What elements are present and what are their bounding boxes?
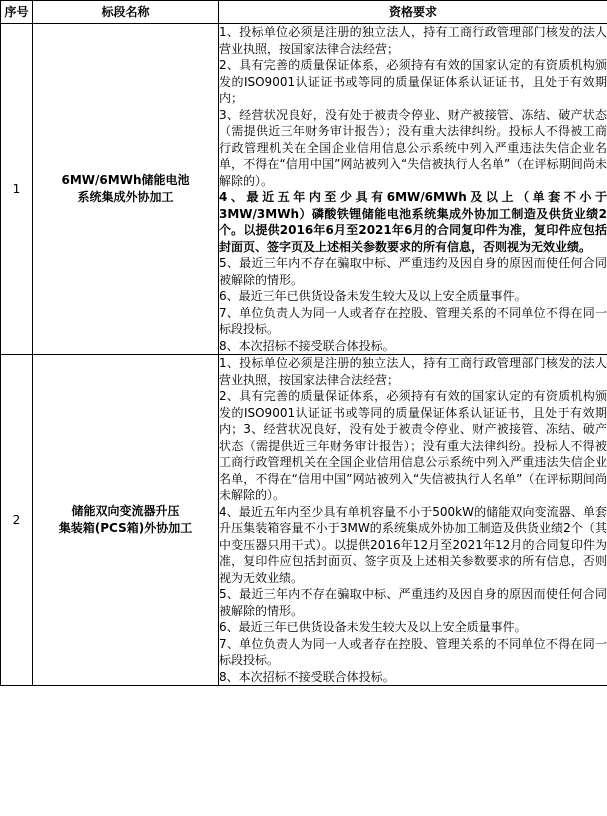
requirements-list — [219, 355, 607, 685]
column-header-requirements: 资格要求 — [219, 1, 607, 24]
requirement-item: 6、最近三年已供货设备未发生较大及以上安全质量事件。 — [219, 620, 527, 634]
requirement-item: 4、最近五年内至少具有6MW/6MWh及以上（单套不小于3MW/3MWh）磷酸铁锂储能电池系统集成外协加工制造及供货业绩2个。以提供2016年6月至2021年6月的合同复印件为准，复印件应包括封面页、签字页及上述相关参数要求的所有信息，否则视为无效业绩。 — [219, 190, 607, 254]
requirement-item: 1、投标单位必须是注册的独立法人，持有工商行政管理部门核发的法人营业执照，按国家法律合法经营； — [219, 356, 607, 387]
requirement-item: 7、单位负责人为同一人或者存在控股、管理关系的不同单位不得在同一标段投标。 — [219, 636, 607, 667]
requirement-item: 5、最近三年内不存在骗取中标、严重违约及因自身的原因而使任何合同被解除的情形。 — [219, 256, 607, 287]
header-row — [1, 1, 607, 24]
requirement-item: 7、单位负责人为同一人或者存在控股、管理关系的不同单位不得在同一标段投标。 — [219, 305, 607, 336]
table-body — [1, 24, 607, 686]
requirement-item: 1、投标单位必须是注册的独立法人，持有工商行政管理部门核发的法人营业执照，按国家法律合法经营； — [219, 25, 607, 56]
lot-name-line: 储能双向变流器升压 — [71, 504, 180, 518]
requirement-item: 4、最近五年内至少具有单机容量不小于500kW的储能双向变流器、单套升压集装箱容量不小于3MW的系统集成外协加工制造及供货业绩2个（其中变压器只用干式）。以提供2016年12月至2021年12月的合同复印件为准，复印件应包括封面页、签字页及上述相关参数要求的所有信息，否则视为无效业绩。 — [219, 504, 607, 585]
requirements-cell — [219, 24, 607, 355]
lot-name-line: 6MW/6MWh储能电池 — [61, 173, 190, 187]
requirements-cell — [219, 355, 607, 686]
table-row — [1, 355, 607, 686]
table-row — [1, 24, 607, 355]
lot-name-line: 集装箱(PCS箱)外协加工 — [58, 521, 193, 535]
lot-name — [33, 355, 219, 686]
requirement-item: 3、经营状况良好，没有处于被责令停业、财产被接管、冻结、破产状态（需提供近三年财务审计报告）；没有重大法律纠纷。投标人不得被工商行政管理机关在全国企业信用信息公示系统中列入严重违法失信企业名单，不得在“信用中国”网站被列入“失信被执行人名单”（在评标期间尚未解除的）。 — [219, 107, 607, 188]
column-header-no: 序号 — [1, 1, 33, 24]
column-header-name: 标段名称 — [33, 1, 219, 24]
requirement-item: 8、本次招标不接受联合体投标。 — [219, 669, 395, 684]
requirement-item: 2、具有完善的质量保证体系，必须持有有效的国家认定的有资质机构颁发的ISO9001认证证书或等同的质量保证体系认证证书，且处于有效期内； — [219, 58, 607, 105]
row-number: 2 — [1, 355, 33, 686]
requirement-item: 6、最近三年已供货设备未发生较大及以上安全质量事件。 — [219, 289, 527, 303]
requirement-item: 8、本次招标不接受联合体投标。 — [219, 338, 395, 353]
lot-name — [33, 24, 219, 355]
row-number: 1 — [1, 24, 33, 355]
table-header — [1, 1, 607, 24]
requirement-item: 5、最近三年内不存在骗取中标、严重违约及因自身的原因而使任何合同被解除的情形。 — [219, 587, 607, 618]
requirement-item: 2、具有完善的质量保证体系，必须持有有效的国家认定的有资质机构颁发的ISO9001认证证书或等同的质量保证体系认证证书，且处于有效期内；3、经营状况良好，没有处于被责令停业、财产被接管、冻结、破产状态（需提供近三年财务审计报告）；没有重大法律纠纷。投标人不得被工商行政管理机关在全国企业信用信息公示系统中列入严重违法失信企业名单，不得在“信用中国”网站被列入“失信被执行人名单”（在评标期间尚未解除的）。 — [219, 389, 607, 502]
requirements-list — [219, 24, 607, 354]
lot-name-line: 系统集成外协加工 — [77, 190, 174, 204]
